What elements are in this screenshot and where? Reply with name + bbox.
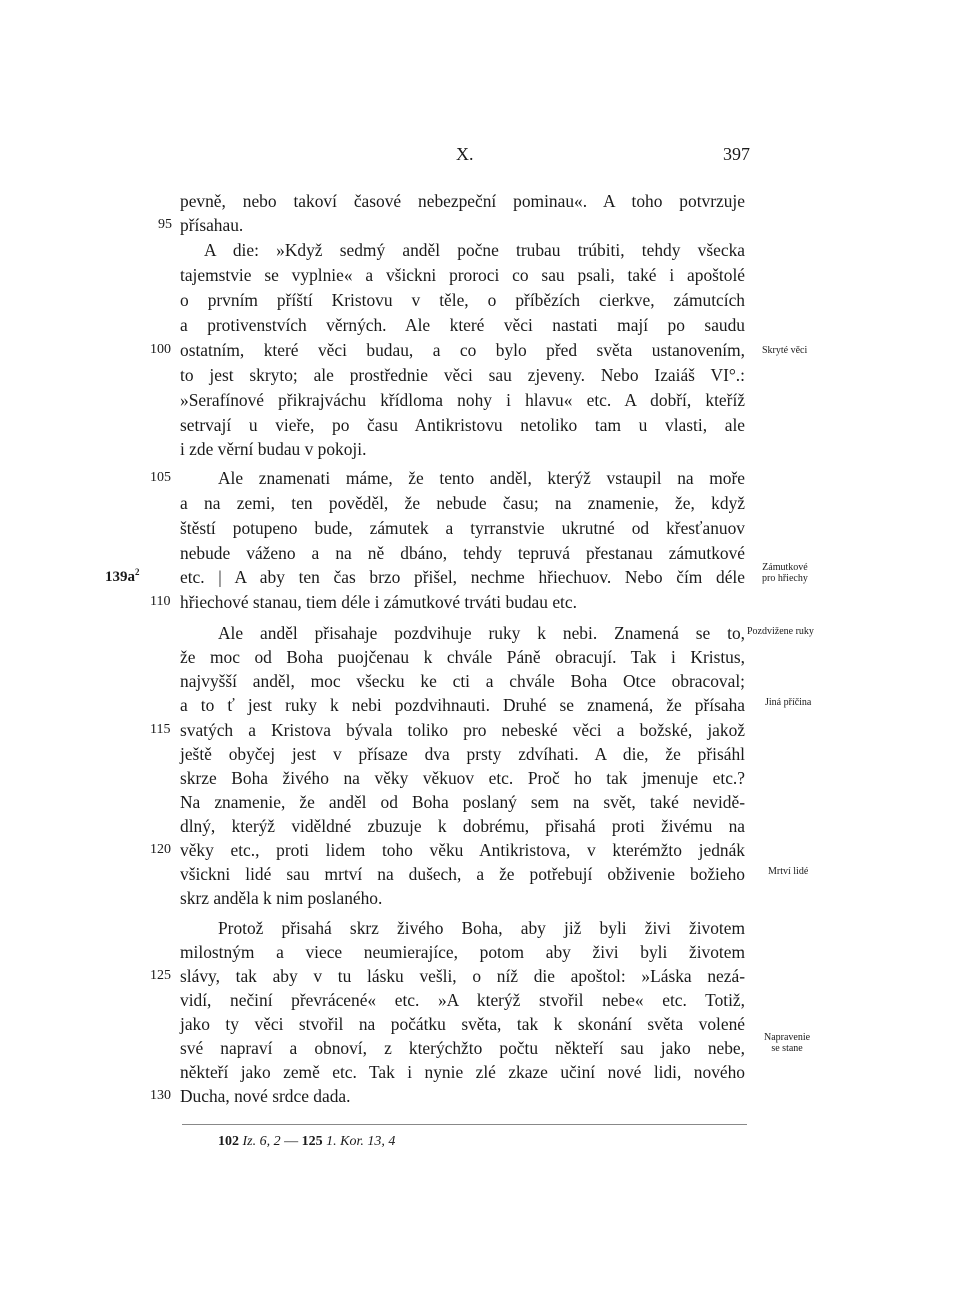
text-line: ostatním, které věci budau, a co bylo před světa ustanovením, bbox=[180, 340, 745, 360]
text-line: Ale znamenati máme, že tento anděl, kterýž vstaupil na moře bbox=[218, 468, 745, 488]
text-line: nebude váženo a na ně dbáno, tehdy tepruvá přestanau zámutkové bbox=[180, 543, 745, 563]
line-number: 115 bbox=[150, 722, 171, 737]
line-number: 110 bbox=[150, 594, 171, 609]
text-line: »Serafínové přikrajváchu křídloma nohy i hlavu« etc. A dobří, kteříž bbox=[180, 390, 745, 410]
text-line: všickni lidé sau mrtví na dušech, a že potřebují obživenie božieho bbox=[180, 864, 745, 884]
page-number: 397 bbox=[723, 144, 750, 164]
margin-note: Skryté věci bbox=[762, 345, 808, 356]
folio-marker bbox=[105, 560, 140, 589]
line-number: 95 bbox=[158, 217, 172, 232]
line-number: 130 bbox=[150, 1088, 171, 1103]
text-line: najvyšší anděl, moc všecku ke cti a chvále Boha Otce obracoval; bbox=[180, 671, 745, 691]
footnote-rule bbox=[182, 1124, 747, 1125]
text-line: své napraví a obnoví, z kterýchžto počtu někteří sau jako nebe, bbox=[180, 1038, 745, 1058]
text-line: svatých a Kristova bývala toliko pro nebeské věci a božské, jakož bbox=[180, 720, 745, 740]
text-line: a na zemi, ten pověděl, že nebude času; na znamenie, že, když bbox=[180, 493, 745, 513]
text-line: skrz anděla k nim poslaného. bbox=[180, 888, 383, 908]
text-line: A die: »Když sedmý anděl počne trubau trúbiti, tehdy všecka bbox=[204, 240, 745, 260]
text-line: etc. | A aby ten čas brzo přišel, nechme hřiechuov. Nebo čím déle bbox=[180, 567, 745, 587]
margin-note: Mrtví lidé bbox=[768, 866, 809, 877]
text-line: Ducha, nové srdce dada. bbox=[180, 1086, 351, 1106]
text-line: Na znamenie, že anděl od Boha poslaný sem na svět, také nevidě- bbox=[180, 792, 745, 812]
text-line: věky etc., proti lidem toho věku Antikristova, v kterémžto jednák bbox=[180, 840, 745, 860]
line-number: 120 bbox=[150, 842, 171, 857]
line-number: 100 bbox=[150, 342, 171, 357]
text-line: a to ť jest ruky k nebi pozdvihnauti. Druhé se znamená, že přísaha bbox=[180, 695, 745, 715]
text-line: to jest skryto; ale prostřednie věci sau zjeveny. Nebo Izaiáš VI°.: bbox=[180, 365, 745, 385]
text-line: i zde věrní budau v pokoji. bbox=[180, 439, 367, 459]
text-line: setrvají u vieře, po času Antikristovu netoliko tam u vlasti, ale bbox=[180, 415, 745, 435]
text-line: Ale anděl přisahaje pozdvihuje ruky k nebi. Znamená se to, bbox=[218, 623, 745, 643]
footnote-source-1: Iz. 6, 2 bbox=[242, 1134, 281, 1149]
margin-note: Pozdvižene ruky bbox=[747, 626, 814, 637]
text-line: skrze Boha živého na věky věkuov etc. Proč ho tak jmenuje etc.? bbox=[180, 768, 745, 788]
chapter-number: X. bbox=[456, 144, 474, 164]
footnote-ref-1: 102 bbox=[218, 1134, 239, 1149]
text-line: štěstí potupeno bude, zámutek a tyrranstvie ukrutné od křesťanuov bbox=[180, 518, 745, 538]
line-number: 105 bbox=[150, 470, 171, 485]
folio-sup: 2 bbox=[135, 567, 140, 577]
footnote bbox=[218, 1130, 395, 1154]
text-line: a protivenstvích věrných. Ale které věci nastati mají po saudu bbox=[180, 315, 745, 335]
text-line: pevně, nebo takoví časové nebezpeční pominau«. A toho potvrzuje bbox=[180, 191, 745, 211]
text-line: že moc od Boha puojčenau k chvále Páně obracují. Tak i Kristus, bbox=[180, 647, 745, 667]
text-line: slávy, tak aby v tu lásku vešli, o níž die apoštol: »Láska nezá- bbox=[180, 966, 745, 986]
footnote-dash: — bbox=[284, 1134, 299, 1149]
text-line: přísahau. bbox=[180, 215, 244, 235]
text-line: Protož přisahá skrz živého Boha, aby již byli živi životem bbox=[218, 918, 745, 938]
text-line: hřiechové stanau, tiem déle i zámutkové trváti budau etc. bbox=[180, 592, 577, 612]
margin-note: Zámutkové pro hřiechy bbox=[762, 562, 808, 584]
text-line: dlný, kterýž viděldné zbuzuje k dobrému, přisahá proti živému na bbox=[180, 816, 745, 836]
text-line: tajemstvie se vyplnie« a všickni proroci co sau psali, také i apoštolé bbox=[180, 265, 745, 285]
text-line: o prvním příští Kristovu v těle, o příbězích cierkve, zámutcích bbox=[180, 290, 745, 310]
footnote-ref-2: 125 bbox=[301, 1134, 323, 1149]
text-line: někteří jako země etc. Tak i nynie zlé zkaze učiní nové lidi, nového bbox=[180, 1062, 745, 1082]
folio-label: 139a bbox=[105, 569, 135, 585]
text-line: vidí, nečiní převrácené« etc. »A kterýž stvořil nebe« etc. Totiž, bbox=[180, 990, 745, 1010]
text-line: ještě obyčej jest v přísaze dva prsty zdvíhati. A die, že přisáhl bbox=[180, 744, 745, 764]
footnote-source-2: 1. Kor. 13, 4 bbox=[326, 1134, 396, 1149]
margin-note: Jiná příčina bbox=[765, 697, 812, 708]
line-number: 125 bbox=[150, 968, 171, 983]
margin-note: Napravenie se stane bbox=[764, 1032, 811, 1054]
text-line: jako ty věci stvořil na počátku světa, tak k skonání světa volené bbox=[180, 1014, 745, 1034]
text-line: milostným a viece neumierajíce, potom aby živi byli životem bbox=[180, 942, 745, 962]
